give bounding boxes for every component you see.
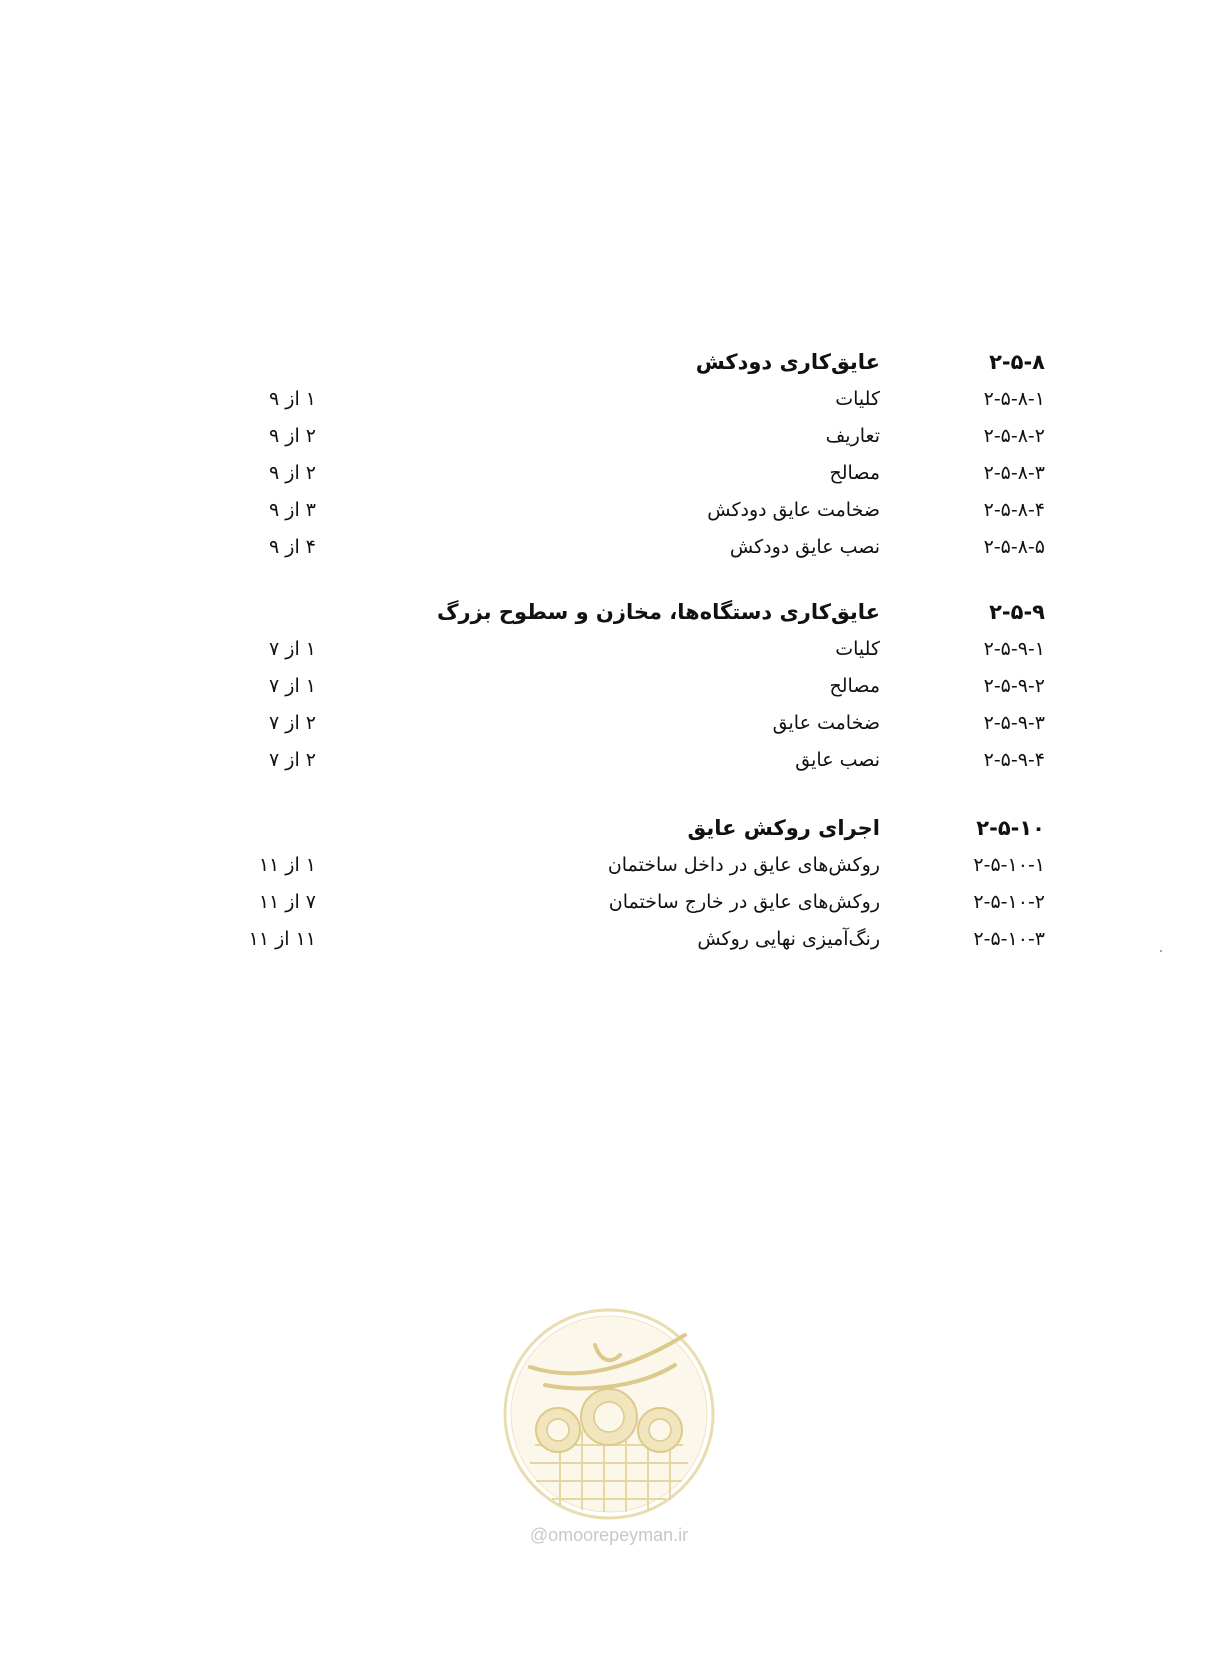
item-page: ۱ از ۷: [269, 638, 316, 660]
section-number: ۲-۵-۸: [989, 350, 1045, 374]
item-page: ۲ از ۷: [269, 749, 316, 771]
section-heading: [0, 595, 1228, 629]
item-number: ۲-۵-۹-۴: [983, 749, 1045, 771]
item-title: رنگ‌آمیزی نهایی روکش: [697, 928, 880, 950]
item-number: ۲-۵-۹-۳: [983, 712, 1045, 734]
item-title: ضخامت عایق دودکش: [707, 499, 880, 521]
item-title: ضخامت عایق: [772, 712, 880, 734]
seal-emblem-icon: [500, 1305, 718, 1523]
item-page: ۱۱ از ۱۱: [248, 928, 316, 950]
item-page: ۱ از ۹: [269, 388, 316, 410]
toc-item: [0, 456, 1228, 490]
watermark-url: @omoorepeyman.ir: [529, 1525, 689, 1545]
toc-item: [0, 493, 1228, 527]
section-title: عایق‌کاری دستگاه‌ها، مخازن و سطوح بزرگ: [437, 600, 880, 624]
item-title: مصالح: [829, 675, 880, 697]
toc-item: [0, 632, 1228, 666]
watermark-logo: [500, 1305, 718, 1555]
section-title: اجرای روکش عایق: [687, 816, 880, 840]
toc-item: [0, 530, 1228, 564]
item-title: روکش‌های عایق در داخل ساختمان: [607, 854, 880, 876]
item-title: کلیات: [835, 638, 880, 660]
item-page: ۲ از ۹: [269, 462, 316, 484]
item-number: ۲-۵-۹-۱: [983, 638, 1045, 660]
section-number: ۲-۵-۱۰: [976, 816, 1045, 840]
item-number: ۲-۵-۸-۴: [983, 499, 1045, 521]
toc-item: [0, 848, 1228, 882]
toc-item: [0, 706, 1228, 740]
section-number: ۲-۵-۹: [989, 600, 1045, 624]
item-title: کلیات: [835, 388, 880, 410]
item-title: روکش‌های عایق در خارج ساختمان: [608, 891, 880, 913]
item-page: ۳ از ۹: [269, 499, 316, 521]
item-title: مصالح: [829, 462, 880, 484]
item-number: ۲-۵-۸-۲: [983, 425, 1045, 447]
item-number: ۲-۵-۸-۵: [983, 536, 1045, 558]
item-title: تعاریف: [825, 425, 880, 447]
item-number: ۲-۵-۱۰-۱: [973, 854, 1045, 876]
toc-item: [0, 743, 1228, 777]
item-page: ۴ از ۹: [269, 536, 316, 558]
item-title: نصب عایق: [795, 749, 880, 771]
item-page: ۲ از ۹: [269, 425, 316, 447]
item-number: ۲-۵-۸-۳: [983, 462, 1045, 484]
toc-item: [0, 885, 1228, 919]
item-page: ۱ از ۱۱: [258, 854, 316, 876]
item-number: ۲-۵-۱۰-۳: [973, 928, 1045, 950]
toc-item: [0, 669, 1228, 703]
item-title: نصب عایق دودکش: [729, 536, 880, 558]
toc-item: [0, 419, 1228, 453]
toc-item: [0, 922, 1228, 956]
section-title: عایق‌کاری دودکش: [695, 350, 880, 374]
section-heading: [0, 811, 1228, 845]
stray-dot: [1160, 950, 1162, 952]
item-number: ۲-۵-۹-۲: [983, 675, 1045, 697]
item-page: ۲ از ۷: [269, 712, 316, 734]
item-page: ۷ از ۱۱: [258, 891, 316, 913]
item-page: ۱ از ۷: [269, 675, 316, 697]
section-heading: [0, 345, 1228, 379]
item-number: ۲-۵-۸-۱: [983, 388, 1045, 410]
item-number: ۲-۵-۱۰-۲: [973, 891, 1045, 913]
toc-item: [0, 382, 1228, 416]
